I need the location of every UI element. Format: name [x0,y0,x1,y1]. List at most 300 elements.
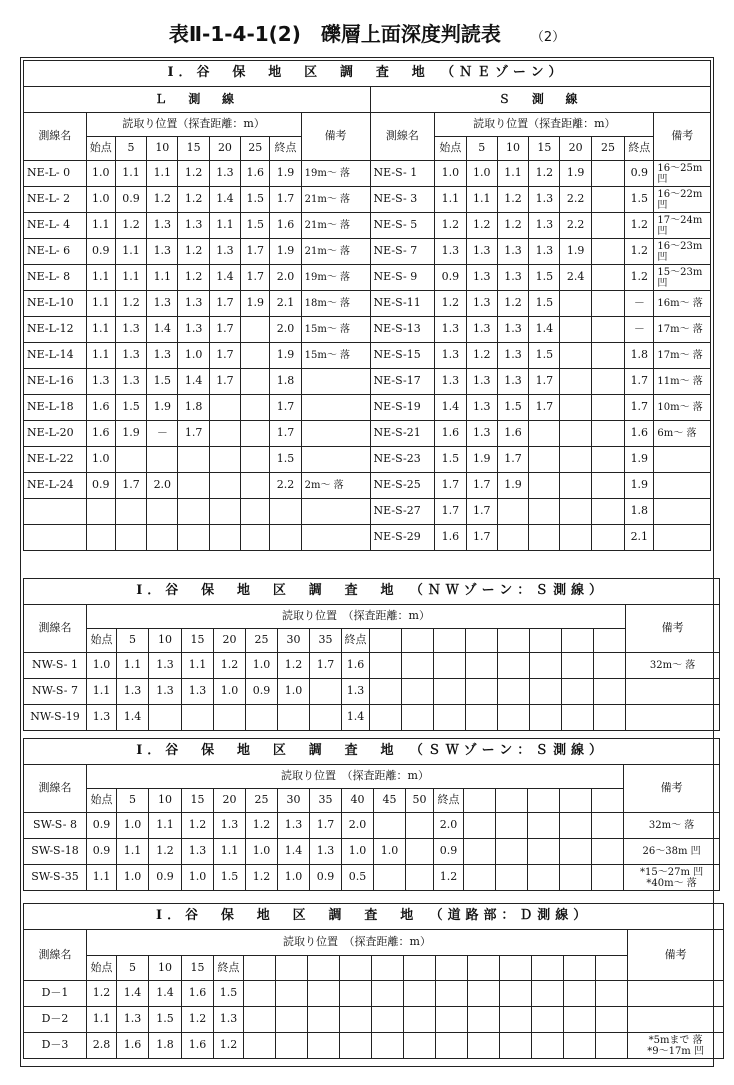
value-cell: 1.9 [497,473,528,499]
value-cell [591,447,624,473]
value-cell [436,1033,468,1059]
section_d-col-header [244,956,276,981]
value-cell [241,525,270,551]
value-cell [241,395,270,421]
ne-s-col-header: 15 [529,137,560,161]
value-cell: 2.0 [147,473,178,499]
ne-l-hdr-line: 測線名 [24,113,87,161]
value-cell: 1.2 [529,161,560,187]
line-name: SW-S-35 [24,865,87,891]
value-cell: 1.2 [435,291,466,317]
remarks-cell: 10m～ 落 [654,395,711,421]
nw-hdr-read: 読取り位置 （探査距離：m） [87,605,626,629]
d-hdr-rem: 備考 [628,930,724,981]
remarks-cell [301,447,370,473]
value-cell [406,865,434,891]
section_sw-col-header: 5 [117,789,149,813]
section_nw-col-header: 10 [149,629,182,653]
value-cell [562,653,594,679]
value-cell: 1.2 [625,265,654,291]
line-name: NE-S-17 [370,369,435,395]
value-cell [592,865,624,891]
ne-s-col-header: 20 [560,137,591,161]
value-cell [496,839,528,865]
section_nw-col-header [466,629,498,653]
value-cell: 1.1 [147,161,178,187]
remarks-cell: 16～23m 凹 [654,239,711,265]
value-cell [404,981,436,1007]
value-cell: 1.0 [214,679,246,705]
value-cell: 1.1 [87,679,117,705]
value-cell: 1.1 [86,291,115,317]
value-cell [178,525,209,551]
value-cell: 1.3 [529,213,560,239]
value-cell: 0.9 [434,839,464,865]
value-cell: 1.1 [435,187,466,213]
value-cell: 1.3 [310,839,342,865]
section_sw-col-header: 20 [214,789,246,813]
value-cell: 1.0 [246,653,278,679]
remarks-cell: 16～25m 凹 [654,161,711,187]
value-cell: 1.8 [625,343,654,369]
value-cell: 1.1 [182,653,214,679]
value-cell: 1.0 [86,447,115,473]
value-cell [178,447,209,473]
sw-hdr-read: 読取り位置 （探査距離：m） [87,765,624,789]
remarks-cell [654,447,711,473]
value-cell [310,679,342,705]
value-cell: 1.7 [241,265,270,291]
value-cell [246,705,278,731]
value-cell [468,1033,500,1059]
table-row [24,265,711,291]
value-cell [147,447,178,473]
value-cell [372,1033,404,1059]
table-title [0,18,734,47]
remarks-cell: 21m～ 落 [301,213,370,239]
remarks-cell [301,369,370,395]
table-row [24,705,720,731]
line-name: NE-L-12 [24,317,87,343]
value-cell: 0.9 [87,813,117,839]
value-cell [270,525,301,551]
value-cell: 1.5 [115,395,146,421]
value-cell: 1.2 [178,239,209,265]
line-name: D－2 [24,1007,87,1033]
line-name: NE-S- 3 [370,187,435,213]
value-cell [402,705,434,731]
value-cell: 1.5 [435,447,466,473]
value-cell [209,421,240,447]
remarks-cell [654,499,711,525]
value-cell [529,421,560,447]
value-cell [591,213,624,239]
remarks-cell: *15～27m 凹 *40m～ 落 [624,865,720,891]
remarks-cell: *5mまで 落 *9～17m 凹 [628,1033,724,1059]
value-cell: 1.9 [147,395,178,421]
value-cell: 2.1 [270,291,301,317]
line-name [24,499,87,525]
value-cell [209,473,240,499]
value-cell: 1.6 [625,421,654,447]
value-cell [468,981,500,1007]
value-cell: 1.1 [86,265,115,291]
value-cell: 1.2 [625,239,654,265]
value-cell: 1.0 [178,343,209,369]
value-cell [241,473,270,499]
value-cell [564,981,596,1007]
value-cell [436,1007,468,1033]
value-cell [178,499,209,525]
remarks-cell [654,473,711,499]
section_sw-col-header: 25 [246,789,278,813]
table-row [24,395,711,421]
value-cell [560,369,591,395]
value-cell [149,705,182,731]
value-cell [564,1033,596,1059]
d-hdr-line: 測線名 [24,930,87,981]
value-cell: 1.1 [497,161,528,187]
remarks-cell [628,1007,724,1033]
value-cell: 1.3 [435,239,466,265]
value-cell [560,473,591,499]
table-row [24,161,711,187]
value-cell [560,447,591,473]
value-cell: 1.5 [149,1007,182,1033]
value-cell [276,1007,308,1033]
value-cell: 1.4 [147,317,178,343]
value-cell: 1.9 [466,447,497,473]
value-cell: 1.3 [147,291,178,317]
section_d-col-header [340,956,372,981]
value-cell: 1.2 [178,187,209,213]
line-name: NE-L-24 [24,473,87,499]
value-cell: 1.0 [374,839,406,865]
value-cell: 1.1 [149,813,182,839]
value-cell: 1.3 [529,239,560,265]
ne-l-hdr-read: 読取り位置（探査距離：m） [86,113,301,137]
table-row [24,653,720,679]
value-cell: 1.2 [182,1007,214,1033]
section_sw-col-header [464,789,496,813]
table-row [24,317,711,343]
value-cell [370,705,402,731]
line-name: NE-S- 9 [370,265,435,291]
line-name: NE-L-14 [24,343,87,369]
line-name [24,525,87,551]
value-cell: 1.5 [270,447,301,473]
value-cell: 1.2 [178,265,209,291]
value-cell: 1.2 [466,343,497,369]
value-cell [532,981,564,1007]
section_sw-col-header [528,789,560,813]
section_nw-col-header [498,629,530,653]
value-cell: 1.5 [529,291,560,317]
section_sw-col-header: 35 [310,789,342,813]
value-cell: 1.1 [209,213,240,239]
value-cell: 1.0 [246,839,278,865]
value-cell: 1.9 [560,161,591,187]
ne-l-col-header: 15 [178,137,209,161]
remarks-cell: 15～23m 凹 [654,265,711,291]
value-cell [278,705,310,731]
value-cell [374,865,406,891]
value-cell [241,369,270,395]
value-cell: 1.4 [342,705,370,731]
section_sw-col-header [496,789,528,813]
value-cell: 1.3 [117,1007,149,1033]
ne-l-col-header: 5 [115,137,146,161]
value-cell [497,499,528,525]
value-cell: 1.1 [86,343,115,369]
value-cell [115,499,146,525]
value-cell: 1.6 [86,421,115,447]
value-cell [115,447,146,473]
value-cell [374,813,406,839]
ne-zone-table [23,60,711,551]
value-cell: 1.0 [182,865,214,891]
value-cell: 1.4 [117,981,149,1007]
value-cell: 1.7 [209,291,240,317]
value-cell [528,865,560,891]
value-cell: 1.8 [149,1033,182,1059]
value-cell: 1.3 [497,265,528,291]
line-name: NE-L-18 [24,395,87,421]
value-cell: 1.7 [529,369,560,395]
table-row [24,447,711,473]
value-cell [591,421,624,447]
value-cell: － [147,421,178,447]
table-row [24,213,711,239]
value-cell [591,161,624,187]
value-cell: － [625,291,654,317]
value-cell: 1.8 [625,499,654,525]
table-row [24,865,720,891]
line-name: NE-S-21 [370,421,435,447]
value-cell [560,291,591,317]
value-cell: 1.9 [560,239,591,265]
value-cell [596,1007,628,1033]
value-cell: 1.5 [147,369,178,395]
value-cell: 2.0 [270,265,301,291]
section_nw-col-header [562,629,594,653]
value-cell [497,525,528,551]
value-cell: 1.3 [497,343,528,369]
value-cell [244,981,276,1007]
section_d-col-header [372,956,404,981]
ne-s-col-header: 25 [591,137,624,161]
value-cell: 1.7 [497,447,528,473]
ne-l-col-header: 終点 [270,137,301,161]
remarks-cell: 19m～ 落 [301,265,370,291]
value-cell: 2.2 [270,473,301,499]
value-cell: 1.7 [310,813,342,839]
value-cell: 1.8 [178,395,209,421]
value-cell: 1.6 [342,653,370,679]
line-name: NE-L-22 [24,447,87,473]
value-cell: 1.0 [342,839,374,865]
value-cell: 1.3 [147,213,178,239]
value-cell [276,1033,308,1059]
value-cell: 1.6 [241,161,270,187]
line-name: NE-S-13 [370,317,435,343]
value-cell: 1.1 [115,161,146,187]
line-name: NE-S-19 [370,395,435,421]
sw-zone-table [23,738,720,891]
value-cell [498,653,530,679]
value-cell [147,499,178,525]
value-cell: 1.3 [115,343,146,369]
value-cell: 1.7 [435,473,466,499]
value-cell: 1.7 [529,395,560,421]
table-row [24,981,724,1007]
value-cell: 1.3 [214,1007,244,1033]
value-cell [404,1033,436,1059]
line-name: NE-S-15 [370,343,435,369]
value-cell: 0.5 [342,865,374,891]
remarks-cell: 6m～ 落 [654,421,711,447]
section_nw-col-header: 30 [278,629,310,653]
value-cell: 1.2 [149,839,182,865]
section_sw-col-header: 45 [374,789,406,813]
value-cell [529,525,560,551]
value-cell: 1.3 [149,679,182,705]
value-cell: 1.2 [115,213,146,239]
value-cell [436,981,468,1007]
value-cell: 1.0 [117,865,149,891]
value-cell: 1.1 [115,265,146,291]
value-cell: 1.3 [149,653,182,679]
section_nw-col-header: 25 [246,629,278,653]
value-cell: 2.2 [560,187,591,213]
line-name: NE-S-29 [370,525,435,551]
value-cell [528,839,560,865]
line-name: SW-S- 8 [24,813,87,839]
table-row [24,239,711,265]
ne-l-hdr-rem: 備考 [301,113,370,161]
section_sw-col-header [592,789,624,813]
value-cell: 1.5 [214,981,244,1007]
value-cell: 1.3 [466,317,497,343]
value-cell: 1.3 [497,369,528,395]
value-cell: 1.9 [625,473,654,499]
section_sw-col-header: 終点 [434,789,464,813]
remarks-cell [301,421,370,447]
sw-section-bar: Ⅰ．谷 保 地 区 調 査 地 （ＳＷゾーン：Ｓ測線） [24,739,720,765]
value-cell [434,679,466,705]
value-cell: 1.3 [466,239,497,265]
value-cell [528,813,560,839]
value-cell [530,653,562,679]
value-cell: 1.1 [87,865,117,891]
value-cell [370,679,402,705]
line-name: NW-S-19 [24,705,87,731]
value-cell [594,705,626,731]
table-row [24,525,711,551]
value-cell [498,679,530,705]
value-cell: 1.7 [209,343,240,369]
value-cell: 1.4 [117,705,149,731]
value-cell: 1.3 [342,679,370,705]
value-cell: 1.3 [466,265,497,291]
value-cell [372,1007,404,1033]
value-cell: 1.2 [434,865,464,891]
remarks-cell [654,525,711,551]
value-cell [591,187,624,213]
line-name: NE-L-16 [24,369,87,395]
value-cell: 1.3 [466,291,497,317]
remarks-cell: 18m～ 落 [301,291,370,317]
value-cell [560,317,591,343]
section_nw-col-header: 5 [117,629,149,653]
section_d-col-header: 5 [117,956,149,981]
value-cell [182,705,214,731]
value-cell: 1.3 [147,239,178,265]
line-name: SW-S-18 [24,839,87,865]
value-cell: 1.4 [278,839,310,865]
value-cell: 1.3 [147,343,178,369]
value-cell: 1.3 [278,813,310,839]
section_sw-col-header: 40 [342,789,374,813]
value-cell: 1.1 [214,839,246,865]
value-cell [591,291,624,317]
line-name: NE-S-11 [370,291,435,317]
value-cell [244,1033,276,1059]
value-cell [529,473,560,499]
value-cell [340,1007,372,1033]
section_d-col-header [404,956,436,981]
value-cell: 0.9 [149,865,182,891]
nw-hdr-rem: 備考 [626,605,720,653]
value-cell: 1.4 [209,265,240,291]
table-row [24,1007,724,1033]
value-cell: 1.3 [87,705,117,731]
value-cell: 1.2 [278,653,310,679]
value-cell: 1.3 [435,369,466,395]
section_sw-col-header: 30 [278,789,310,813]
line-name: NE-S- 1 [370,161,435,187]
section_d-col-header [308,956,340,981]
value-cell: 0.9 [246,679,278,705]
sw-hdr-line: 測線名 [24,765,87,813]
value-cell [406,839,434,865]
line-name: NE-S- 7 [370,239,435,265]
value-cell: 1.1 [466,187,497,213]
value-cell: 1.2 [178,161,209,187]
value-cell [209,499,240,525]
line-name: NE-L- 8 [24,265,87,291]
line-name: NE-S-27 [370,499,435,525]
section_d-col-header [596,956,628,981]
value-cell [147,525,178,551]
value-cell: 1.3 [497,239,528,265]
value-cell [86,499,115,525]
section_sw-col-header: 始点 [87,789,117,813]
value-cell: 1.8 [270,369,301,395]
value-cell: 0.9 [86,473,115,499]
value-cell [308,1033,340,1059]
table-row [24,291,711,317]
table-row [24,473,711,499]
value-cell: 1.5 [529,265,560,291]
value-cell: 1.7 [209,369,240,395]
section_d-col-header: 始点 [87,956,117,981]
title-sub: （2） [530,30,566,45]
value-cell [466,653,498,679]
value-cell [529,447,560,473]
section_nw-col-header: 35 [310,629,342,653]
value-cell: 1.4 [149,981,182,1007]
